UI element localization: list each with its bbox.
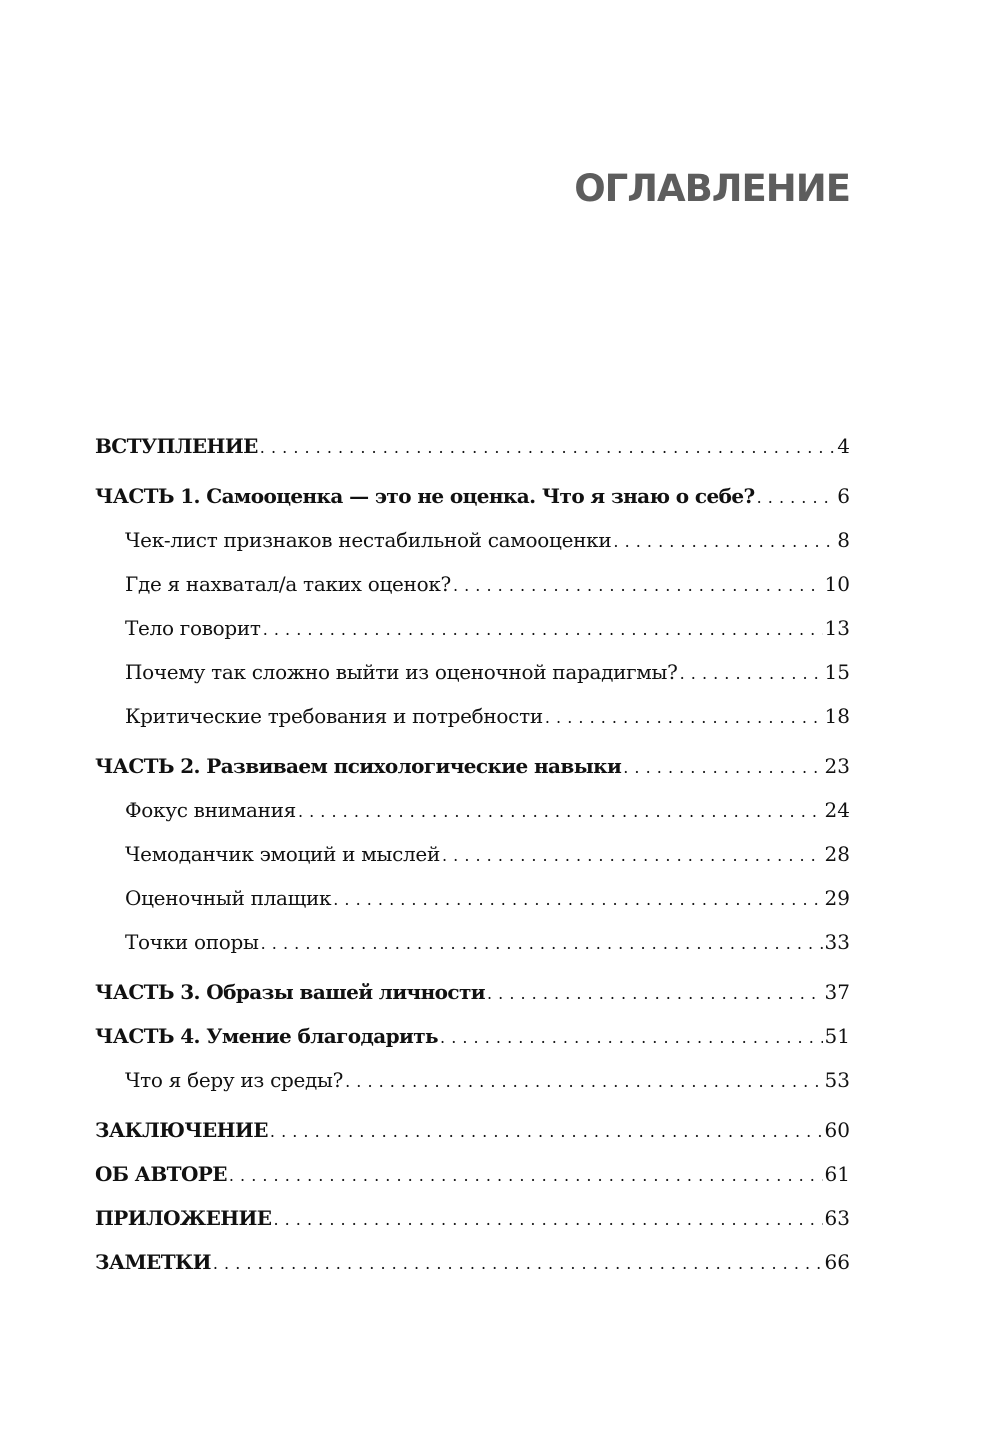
toc-entry-page: 29 — [824, 886, 850, 910]
toc-dot-leader — [211, 1240, 823, 1286]
toc-dot-leader — [755, 474, 836, 520]
toc-entry[interactable] — [95, 694, 850, 738]
toc-entry-label: Оценочный плащик — [125, 886, 332, 910]
toc-entry[interactable] — [95, 562, 850, 606]
toc-entry-page: 24 — [824, 798, 850, 822]
toc-dot-leader — [331, 876, 822, 922]
toc-entry[interactable] — [95, 606, 850, 650]
toc-entry[interactable] — [95, 1108, 850, 1152]
toc-entry-label: ЧАСТЬ 4. Умение благодарить — [95, 1024, 439, 1048]
toc-entry-page: 10 — [824, 572, 850, 596]
toc-entry-label: Чек-лист признаков нестабильной самооценки — [125, 528, 612, 552]
toc-entry-label: ЧАСТЬ 3. Образы вашей личности — [95, 980, 485, 1004]
toc-entry-label: Чемоданчик эмоций и мыслей — [125, 842, 440, 866]
toc-entry-label: ЧАСТЬ 1. Самооценка — это не оценка. Что я знаю о себе? — [95, 484, 755, 508]
toc-entry-label: ОБ АВТОРЕ — [95, 1162, 227, 1186]
table-of-contents — [95, 424, 850, 1284]
toc-entry-page: 4 — [837, 434, 850, 458]
toc-dot-leader — [678, 650, 823, 696]
toc-dot-leader — [343, 1058, 822, 1104]
toc-entry-page: 28 — [824, 842, 850, 866]
toc-entry-label: ЗАКЛЮЧЕНИЕ — [95, 1118, 268, 1142]
toc-entry-label: ЧАСТЬ 2. Развиваем психологические навыки — [95, 754, 622, 778]
toc-entry-page: 13 — [824, 616, 850, 640]
toc-entry[interactable] — [95, 1240, 850, 1284]
toc-entry-page: 60 — [824, 1118, 850, 1142]
toc-entry-page: 15 — [824, 660, 850, 684]
toc-entry-page: 51 — [824, 1024, 850, 1048]
toc-entry[interactable] — [95, 424, 850, 468]
toc-entry[interactable] — [95, 1196, 850, 1240]
toc-entry-page: 6 — [837, 484, 850, 508]
toc-entry-page: 18 — [824, 704, 850, 728]
toc-entry[interactable] — [95, 920, 850, 964]
toc-dot-leader — [258, 424, 835, 470]
toc-dot-leader — [227, 1152, 823, 1198]
toc-dot-leader — [440, 832, 823, 878]
toc-dot-leader — [261, 606, 823, 652]
toc-entry-label: Где я нахватал/а таких оценок? — [125, 572, 451, 596]
toc-entry-label: Почему так сложно выйти из оценочной парадигмы? — [125, 660, 678, 684]
toc-dot-leader — [268, 1108, 823, 1154]
toc-dot-leader — [438, 1014, 823, 1060]
toc-entry[interactable] — [95, 788, 850, 832]
toc-dot-leader — [296, 788, 823, 834]
toc-entry[interactable] — [95, 744, 850, 788]
toc-entry[interactable] — [95, 1152, 850, 1196]
toc-dot-leader — [485, 970, 823, 1016]
toc-entry-label: Точки опоры — [125, 930, 259, 954]
toc-entry-label: ВСТУПЛЕНИЕ — [95, 434, 258, 458]
toc-dot-leader — [611, 518, 835, 564]
toc-entry-page: 53 — [824, 1068, 850, 1092]
toc-entry[interactable] — [95, 832, 850, 876]
toc-entry[interactable] — [95, 1014, 850, 1058]
toc-entry[interactable] — [95, 474, 850, 518]
toc-entry[interactable] — [95, 518, 850, 562]
page-title: ОГЛАВЛЕНИЕ — [574, 167, 850, 210]
toc-entry-page: 33 — [824, 930, 850, 954]
toc-entry-label: ПРИЛОЖЕНИЕ — [95, 1206, 272, 1230]
toc-entry-page: 37 — [824, 980, 850, 1004]
toc-entry-page: 8 — [837, 528, 850, 552]
toc-entry[interactable] — [95, 876, 850, 920]
toc-entry-page: 23 — [824, 754, 850, 778]
toc-entry-label: Фокус внимания — [125, 798, 296, 822]
toc-dot-leader — [259, 920, 823, 966]
toc-dot-leader — [543, 694, 823, 740]
toc-entry-label: Что я беру из среды? — [125, 1068, 344, 1092]
toc-entry-page: 66 — [824, 1250, 850, 1274]
toc-entry[interactable] — [95, 970, 850, 1014]
toc-entry-page: 61 — [824, 1162, 850, 1186]
toc-entry-label: Тело говорит — [125, 616, 261, 640]
toc-entry[interactable] — [95, 650, 850, 694]
toc-entry[interactable] — [95, 1058, 850, 1102]
toc-dot-leader — [271, 1196, 822, 1242]
toc-entry-page: 63 — [824, 1206, 850, 1230]
toc-dot-leader — [621, 744, 822, 790]
toc-dot-leader — [451, 562, 823, 608]
toc-entry-label: Критические требования и потребности — [125, 704, 543, 728]
toc-entry-label: ЗАМЕТКИ — [95, 1250, 211, 1274]
